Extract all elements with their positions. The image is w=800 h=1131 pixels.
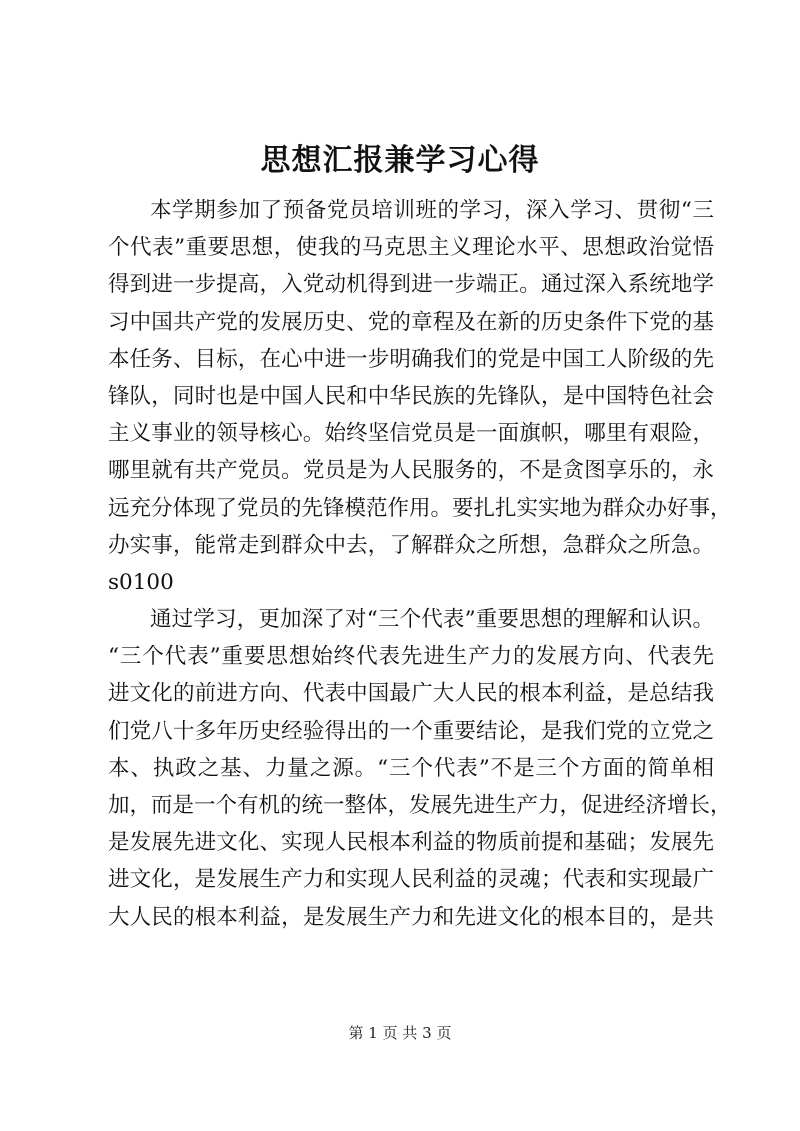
paragraph-line: 锋队，同时也是中国人民和中华民族的先锋队，是中国特色社会 xyxy=(108,383,714,409)
paragraph-line: 是发展先进文化、实现人民根本利益的物质前提和基础；发展先 xyxy=(108,830,714,856)
paragraph-line: 个代表”重要思想，使我的马克思主义理论水平、思想政治觉悟 xyxy=(108,235,714,261)
paragraph-line: “三个代表”重要思想始终代表先进生产力的发展方向、代表先 xyxy=(108,644,714,670)
paragraph-line: 大人民的根本利益，是发展生产力和先进文化的根本目的，是共 xyxy=(108,904,714,930)
paragraph-line: 加，而是一个有机的统一整体，发展先进生产力，促进经济增长， xyxy=(108,793,732,818)
paragraph-line: 办实事，能常走到群众中去，了解群众之所想，急群众之所急。 xyxy=(108,532,714,558)
paragraph-line: 进文化，是发展生产力和实现人民利益的灵魂；代表和实现最广 xyxy=(108,867,714,893)
document-body xyxy=(108,192,732,936)
paragraph-line: 通过学习，更加深了对“三个代表”重要思想的理解和认识。 xyxy=(150,607,714,633)
paragraph-line: 远充分体现了党员的先锋模范作用。要扎扎实实地为群众办好事， xyxy=(108,495,732,521)
paragraph-line: 主义事业的领导核心。始终坚信党员是一面旗帜，哪里有艰险， xyxy=(108,421,714,447)
paragraph-line: 本任务、目标，在心中进一步明确我们的党是中国工人阶级的先 xyxy=(108,346,714,372)
paragraph-line: 哪里就有共产党员。党员是为人民服务的，不是贪图享乐的，永 xyxy=(108,458,714,484)
paragraph-code: s0100 xyxy=(108,569,174,595)
document-title: 思想汇报兼学习心得 xyxy=(260,143,540,178)
paragraph-line: 习中国共产党的发展历史、党的章程及在新的历史条件下党的基 xyxy=(108,309,714,335)
paragraph-line: 本学期参加了预备党员培训班的学习，深入学习、贯彻“三 xyxy=(150,198,714,223)
paragraph-line: 本、执政之基、力量之源。“三个代表”不是三个方面的简单相 xyxy=(108,755,714,781)
page-number-footer: 第 1 页 共 3 页 xyxy=(348,1024,452,1042)
paragraph-line: 得到进一步提高，入党动机得到进一步端正。通过深入系统地学 xyxy=(108,272,714,298)
paragraph-line: 们党八十多年历史经验得出的一个重要结论，是我们党的立党之 xyxy=(108,718,714,744)
paragraph-line: 进文化的前进方向、代表中国最广大人民的根本利益，是总结我 xyxy=(108,681,714,707)
